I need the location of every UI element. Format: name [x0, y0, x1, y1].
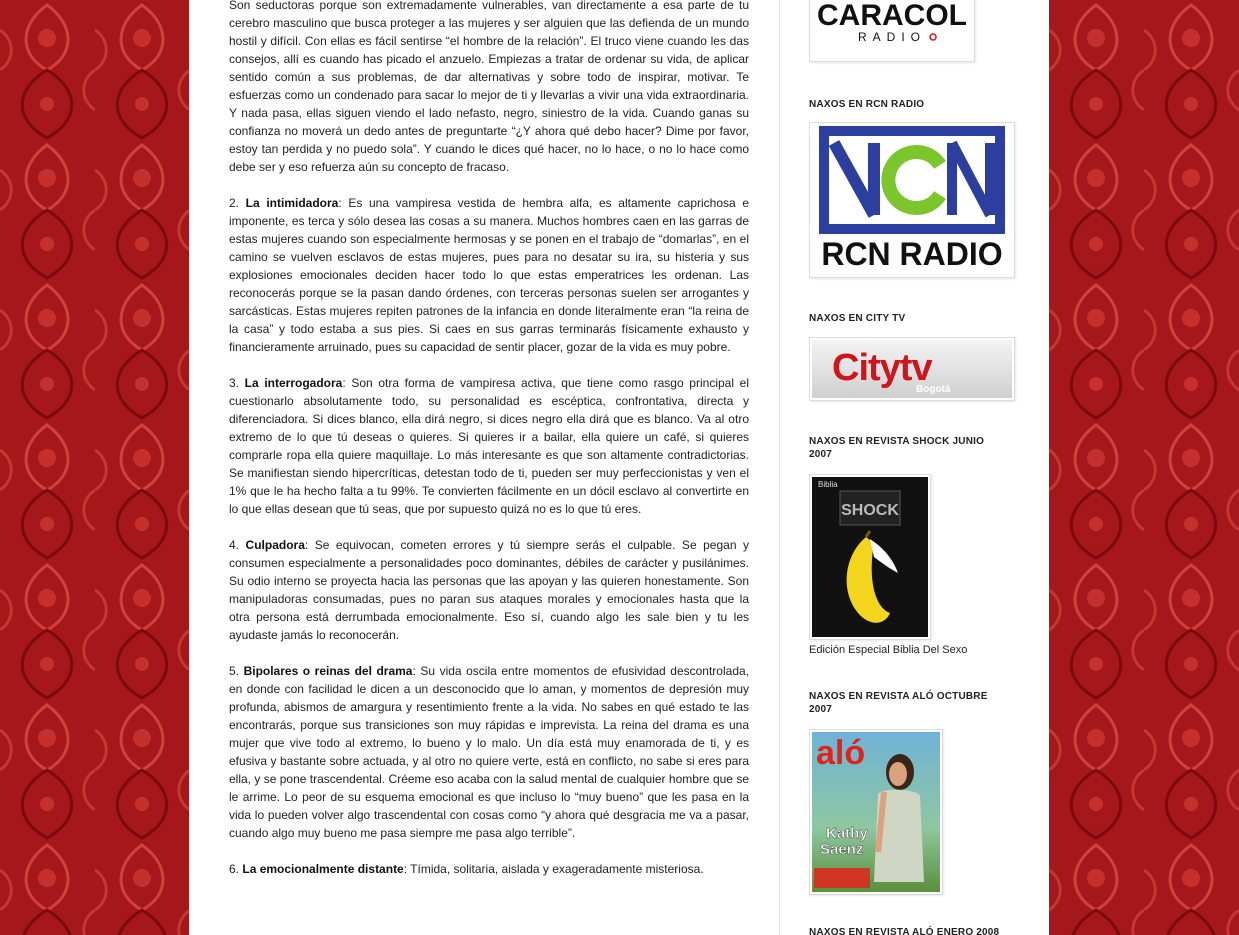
item-title: Bipolares o reinas del drama — [243, 664, 413, 678]
item-number: 5. — [229, 664, 240, 678]
item-title: La intimidadora — [245, 196, 339, 210]
item-text: : Tímida, solitaria, aislada y exageradamente misteriosa. — [403, 862, 704, 876]
citytv-logo-sub: Bogotá — [916, 384, 951, 395]
citytv-logo-text: Citytv — [832, 347, 932, 389]
shock-cover-word: SHOCK — [841, 502, 899, 519]
widget-title-citytv: NAXOS EN CITY TV — [809, 313, 906, 324]
caracol-logo-text: CARACOL — [817, 0, 967, 32]
widget-title-rcn: NAXOS EN RCN RADIO — [809, 99, 925, 110]
item-number: 6. — [229, 862, 240, 876]
post-paragraph-item — [229, 860, 749, 878]
widget-title-alo: NAXOS EN REVISTA ALÓ OCTUBRE 2007 — [809, 691, 988, 715]
shock-caption: Edición Especial Biblia Del Sexo — [809, 644, 968, 656]
caracol-radio-logo — [812, 0, 972, 59]
alo-magazine-link[interactable] — [809, 729, 943, 895]
shock-magazine-cover — [812, 477, 928, 637]
item-number: 4. — [229, 538, 240, 552]
shock-cover-top: Biblia — [818, 480, 838, 489]
shock-magazine-link[interactable] — [809, 474, 931, 640]
post-paragraph-item — [229, 536, 749, 644]
background-pattern-left — [0, 0, 189, 935]
item-number: 3. — [229, 376, 240, 390]
item-text: : Son otra forma de vampiresa activa, que tiene como rasgo principal el cuestionarlo absolutamente todo, su personalidad es escéptica, confrontativa, directa y diferenciadora. Si dices blanco, ella dirá negro, si dices negro ella dirá que es blanco. Va al otro extremo de lo que tú deseas o quieres. Si quieres ir a bailar, ella quiere un café, si quieres comprarle ropa ella quiere maquillaje. Lo más interesante es que son altamente contradictorias. Se manifiestan siendo hipercríticas, detestan todo de ti, pueden ser muy perfeccionistas y ven el 1% que le ha hecho falta a tu 99%. Te convierten fácilmente en un dócil esclavo al convertirte en lo que ellas desean que tú seas, que por supuesto quizá no es lo que tú eres. — [229, 376, 749, 516]
rcn-radio-link[interactable] — [809, 122, 1015, 278]
background-pattern-right — [1049, 0, 1239, 935]
item-title: La interrogadora — [244, 376, 343, 390]
citytv-link[interactable] — [809, 337, 1015, 401]
item-text: : Es una vampiresa vestida de hembra alfa, es altamente caprichosa e imponente, es terca y sólo desea las cosas a su manera. Muchos hombres caen en las garras de estas mujeres cuando son especialmente hermosas y se ponen en el trabajo de “domarlas”, en el camino se vuelven esclavos de estas mujeres, pues para no desatar su ira, su histeria y sus explosiones emocionales deciden hacer todo lo que estas emperatrices les ordenan. Las reconocerás porque se la pasan dando órdenes, con terceras personas suelen ser arrogantes y sarcásticas. Estas mujeres repiten patrones de la infancia en donde literalmente eran “la reina de la casa” y todo estaba a sus pies. Si caes en sus garras terminarás físicamente exhausto y financieramente arruinado, pues su capacidad de sentir placer, gozar de la vida es muy pobre. — [229, 196, 750, 354]
post-paragraph-item — [229, 374, 749, 518]
alo-cover-name-2: Saenz — [820, 841, 864, 858]
item-title: Culpadora — [245, 538, 305, 552]
item-text: : Se equivocan, cometen errores y tú siempre serás el culpable. Se pegan y consumen especialmente a personalidades poco dominantes, débiles de carácter y pusilánimes. Su odio interno se proyecta hacia las personas que las apoyan y las quieren honestamente. Son manipuladoras consumadas, pues no paran sus ataques morales y emocionales hasta que la otra persona está derrumbada emocionalmente. Eso sí, cuando algo les sale bien y tu les ayudaste jamás lo reconocerán. — [229, 538, 749, 642]
post-paragraph-item — [229, 662, 749, 842]
column-divider — [779, 0, 780, 935]
widget-title-shock: NAXOS EN REVISTA SHOCK JUNIO 2007 — [809, 436, 985, 460]
caracol-logo-sub: RADIO — [857, 30, 927, 44]
rcn-radio-logo — [812, 125, 1012, 275]
item-title: La emocionalmente distante — [242, 862, 404, 876]
rcn-logo-text: RCN RADIO — [821, 236, 1003, 272]
alo-cover-name-1: Kathy — [826, 825, 868, 842]
alo-magazine-cover — [812, 732, 940, 892]
citytv-logo — [812, 340, 1012, 398]
item-number: 2. — [229, 196, 240, 210]
widget-title-alo-2008: NAXOS EN REVISTA ALÓ ENERO 2008 — [809, 927, 1000, 935]
post-paragraph-item — [229, 194, 749, 356]
caracol-radio-link[interactable] — [809, 0, 975, 62]
post-body — [229, 0, 749, 896]
alo-cover-logo: aló — [816, 734, 866, 772]
item-text: : Su vida oscila entre momentos de efusividad descontrolada, en donde con facilidad le dicen a un desconocido que lo aman, y momentos de depresión muy profunda, abismos de amargura y resentimiento frente a la vida. No sabes en qué estado te las encontrarás, porque sus transiciones son muy rápidas e imprevista. La reina del drama es una mujer que vive todo al extremo, lo bueno y lo malo. Un día está muy enamorada de ti, y es efusiva y bastante sobre actuada, y al otro no quiere verte, está en conflicto, no sabe si eres para ella, y se pone trascendental. Créeme eso acaba con la salud mental de cualquier hombre que se le arrime. Lo peor de su esquema emocional es que incluso lo “muy bueno” que les pasa en la vida lo pueden volver algo trascendental con cosas como “y ahora qué desgracia me va a pasar, cuando algo muy bueno me pasa siempre me pasa algo terrible”. — [229, 664, 749, 840]
post-paragraph-intro: Son seductoras porque son extremadamente vulnerables, van directamente a esa parte de tu cerebro masculino que busca proteger a las mujeres y ser alguien que las defienda de un mundo hostil y difícil. Con ellas es fácil sentirse “el hombre de la relación”. El truco viene cuando les das consejos, allí es cuando has picado el anzuelo. Empiezas a tratar de ordenar su vida, de aplicar sentido común a sus problemas, de dar alternativas y sobre todo de inspirar, motivar. Te esfuerzas como un condenado para sacar lo mejor de ti y llevarlas a vivir una vida extraordinaria. Y nada pasa, ellas siguen viendo el lado nefasto, negro, siniestro de la vida. Cuando ganas su confianza no moverá un dedo antes de preguntarte “¿Y ahora qué debo hacer? Dime por favor, estoy tan perdida y no puedo sola”. Y cuando le dices qué hacer, no lo hace, o no lo hace como debe ser y eso refuerza aún su concepto de fracaso. — [229, 0, 749, 174]
blog-page — [189, 0, 1049, 935]
